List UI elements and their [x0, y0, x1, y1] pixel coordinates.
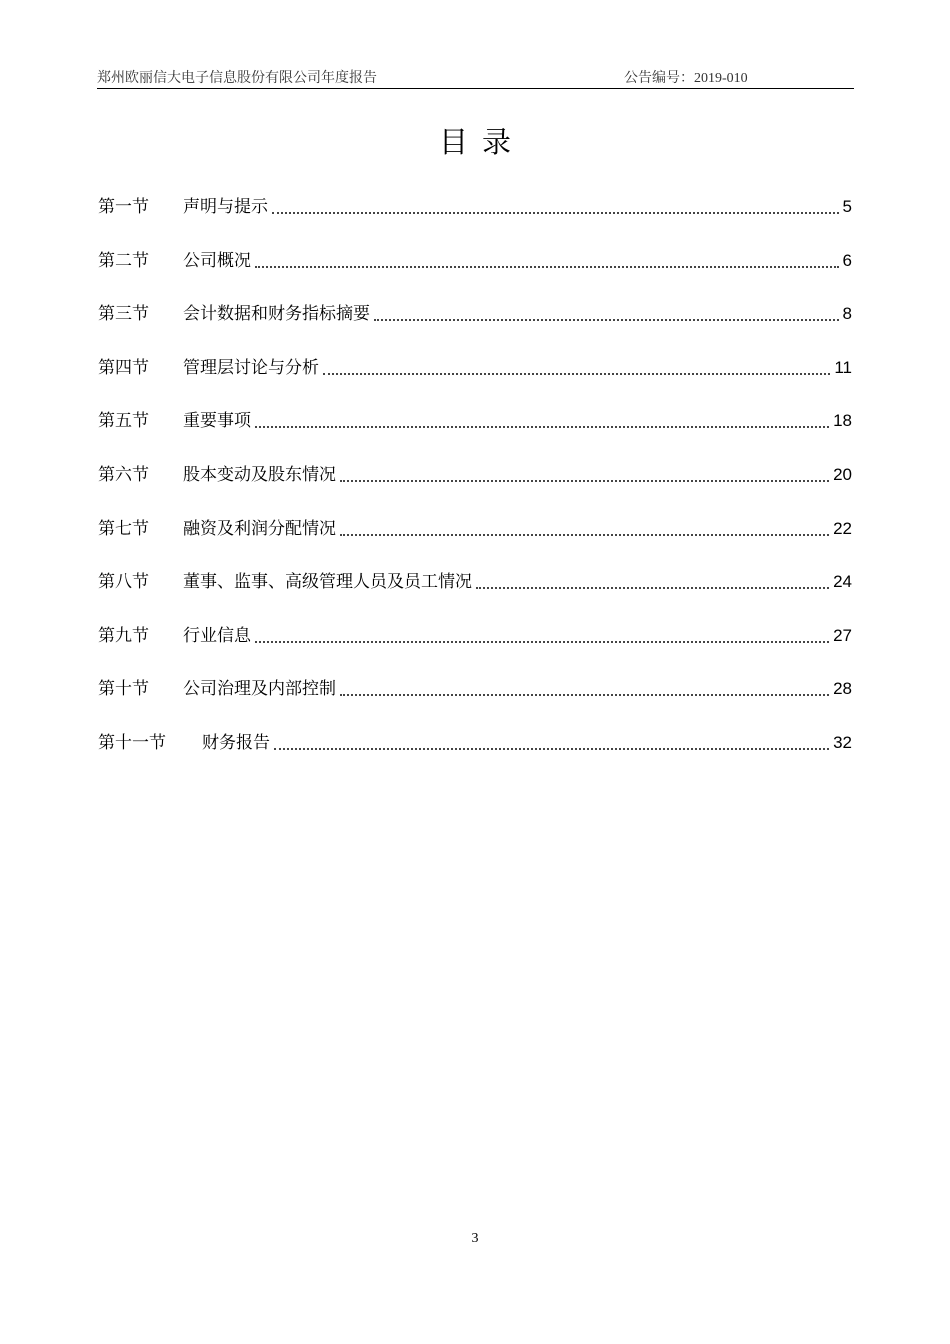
toc-section-title: 财务报告 [202, 732, 270, 753]
toc-section-number: 第六节 [98, 464, 149, 485]
toc-entry[interactable] [98, 461, 852, 515]
toc-page-number: 6 [842, 250, 852, 270]
toc-section-number: 第三节 [98, 304, 149, 325]
table-of-contents [98, 193, 852, 783]
toc-page-number: 5 [842, 197, 852, 216]
page-header [97, 64, 854, 88]
toc-dot-leader [255, 622, 829, 643]
toc-entry[interactable] [98, 247, 852, 301]
toc-page-number: 18 [833, 411, 852, 431]
header-company-report: 郑州欧丽信大电子信息股份有限公司年度报告 [97, 71, 377, 86]
toc-page-number: 32 [833, 732, 852, 752]
toc-entry[interactable] [98, 568, 852, 622]
toc-section-number: 第十一节 [98, 732, 166, 753]
toc-section-title: 公司概况 [183, 250, 251, 271]
toc-dot-leader [340, 675, 829, 696]
toc-section-number: 第八节 [98, 572, 149, 593]
toc-section-title: 股本变动及股东情况 [183, 464, 336, 485]
toc-dot-leader [255, 407, 829, 428]
toc-dot-leader [255, 247, 839, 268]
toc-dot-leader [340, 515, 829, 536]
toc-section-title: 融资及利润分配情况 [183, 518, 336, 539]
toc-entry[interactable] [98, 300, 852, 354]
toc-entry[interactable] [98, 407, 852, 461]
toc-dot-leader [476, 568, 829, 589]
page-number: 3 [471, 1231, 479, 1246]
header-divider [97, 88, 854, 89]
toc-dot-leader [274, 729, 829, 750]
toc-section-title: 公司治理及内部控制 [183, 679, 336, 700]
header-announcement-no: 公告编号：2019-010 [624, 71, 748, 86]
toc-entry[interactable] [98, 675, 852, 729]
toc-section-number: 第七节 [98, 518, 149, 539]
toc-section-title: 会计数据和财务指标摘要 [183, 304, 370, 325]
toc-section-number: 第二节 [98, 250, 149, 271]
toc-page-number: 20 [833, 464, 852, 484]
toc-page-number: 11 [834, 357, 852, 377]
toc-page-number: 22 [833, 518, 852, 538]
toc-section-title: 管理层讨论与分析 [183, 357, 319, 378]
toc-dot-leader [374, 300, 839, 321]
toc-section-number: 第一节 [98, 197, 149, 217]
toc-page-number: 24 [833, 572, 852, 592]
toc-dot-leader [323, 354, 830, 375]
toc-dot-leader [272, 193, 839, 214]
toc-page-number: 27 [833, 625, 852, 645]
toc-entry[interactable] [98, 729, 852, 783]
toc-entry[interactable] [98, 354, 852, 408]
toc-entry[interactable] [98, 515, 852, 569]
toc-entry[interactable] [98, 193, 852, 247]
toc-section-number: 第五节 [98, 411, 149, 432]
toc-section-title: 声明与提示 [183, 197, 268, 217]
toc-section-title: 董事、监事、高级管理人员及员工情况 [183, 572, 472, 593]
toc-section-number: 第四节 [98, 357, 149, 378]
toc-entry[interactable] [98, 622, 852, 676]
page-title: 目录 [438, 125, 525, 159]
toc-section-number: 第十节 [98, 679, 149, 700]
toc-section-number: 第九节 [98, 625, 149, 646]
toc-page-number: 8 [842, 304, 852, 324]
toc-section-title: 重要事项 [183, 411, 251, 432]
toc-section-title: 行业信息 [183, 625, 251, 646]
toc-page-number: 28 [833, 679, 852, 699]
toc-dot-leader [340, 461, 829, 482]
